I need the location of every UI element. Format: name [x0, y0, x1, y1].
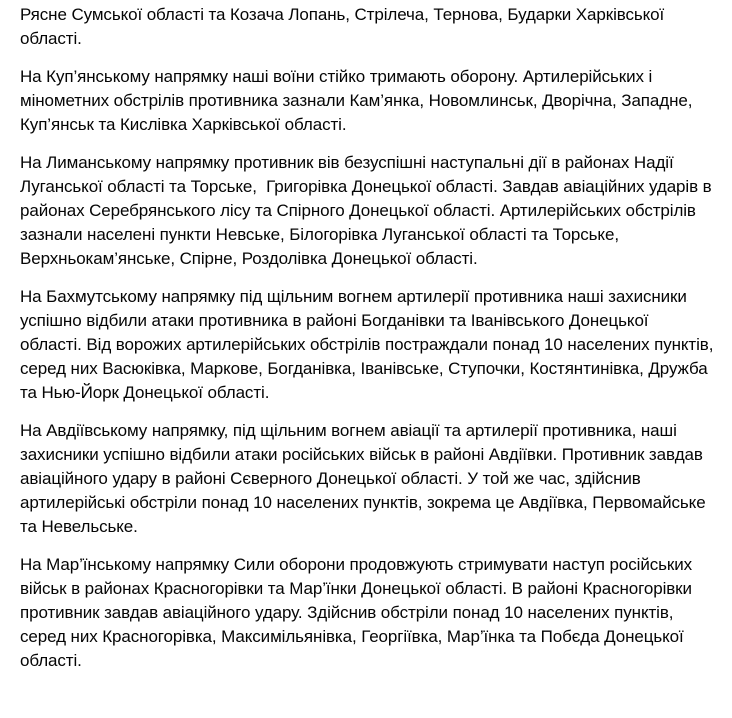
report-paragraph-kupiansk-direction: На Куп’янському напрямку наші воїни стійко тримають оборону. Артилерійських і мінометних обстрілів противника зазнали Кам’янка, Новомлинськ, Дворічна, Западне, Куп’янськ та Кислівка Харківської області. — [20, 67, 697, 134]
report-paragraph-avdiivka-direction: На Авдіївському напрямку, під щільним вогнем авіації та артилерії противника, наші захисники успішно відбили атаки російських військ в районі Авдіївки. Противник завдав авіаційного удару в районі Сєверного Донецької області. У той же час, здійснив артилерійські обстріли понад 10 населених пунктів, зокрема це Авдіївка, Первомайське та Невельське. — [20, 421, 711, 536]
report-paragraph-lyman-direction: На Лиманському напрямку противник вів безуспішні наступальні дії в районах Надії Луганської області та Торське, Григорівка Донецької області. Завдав авіаційних ударів в районах Серебрянського лісу та Спірного Донецької області. Артилерійських обстрілів зазнали населені пункти Невське, Білогорівка Луганської області та Торське, Верхньокам’янське, Спірне, Роздолівка Донецької області. — [20, 153, 717, 268]
report-paragraph-marinka-direction: На Мар’їнському напрямку Сили оборони продовжують стримувати наступ російських військ в районах Красногорівки та Мар’їнки Донецької області. В районі Красногорівки противник завдав авіаційного удару. Здійснив обстріли понад 10 населених пунктів, серед них Красногорівка, Максимільянівка, Георгіївка, Мар’їнка та Побєда Донецької області. — [20, 555, 697, 670]
report-paragraph-sumy-kharkiv-shelling: Рясне Сумської області та Козача Лопань, Стрілеча, Тернова, Бударки Харківської області. — [20, 5, 669, 48]
report-paragraph-bakhmut-direction: На Бахмутському напрямку під щільним вогнем артилерії противника наші захисники успішно відбили атаки противника в районі Богданівки та Іванівського Донецької області. Від ворожих артилерійських обстрілів постраждали понад 10 населених пунктів, серед них Васюківка, Маркове, Богданівка, Іванівське, Ступочки, Костянтинівка, Дружба та Нью-Йорк Донецької області. — [20, 287, 718, 402]
